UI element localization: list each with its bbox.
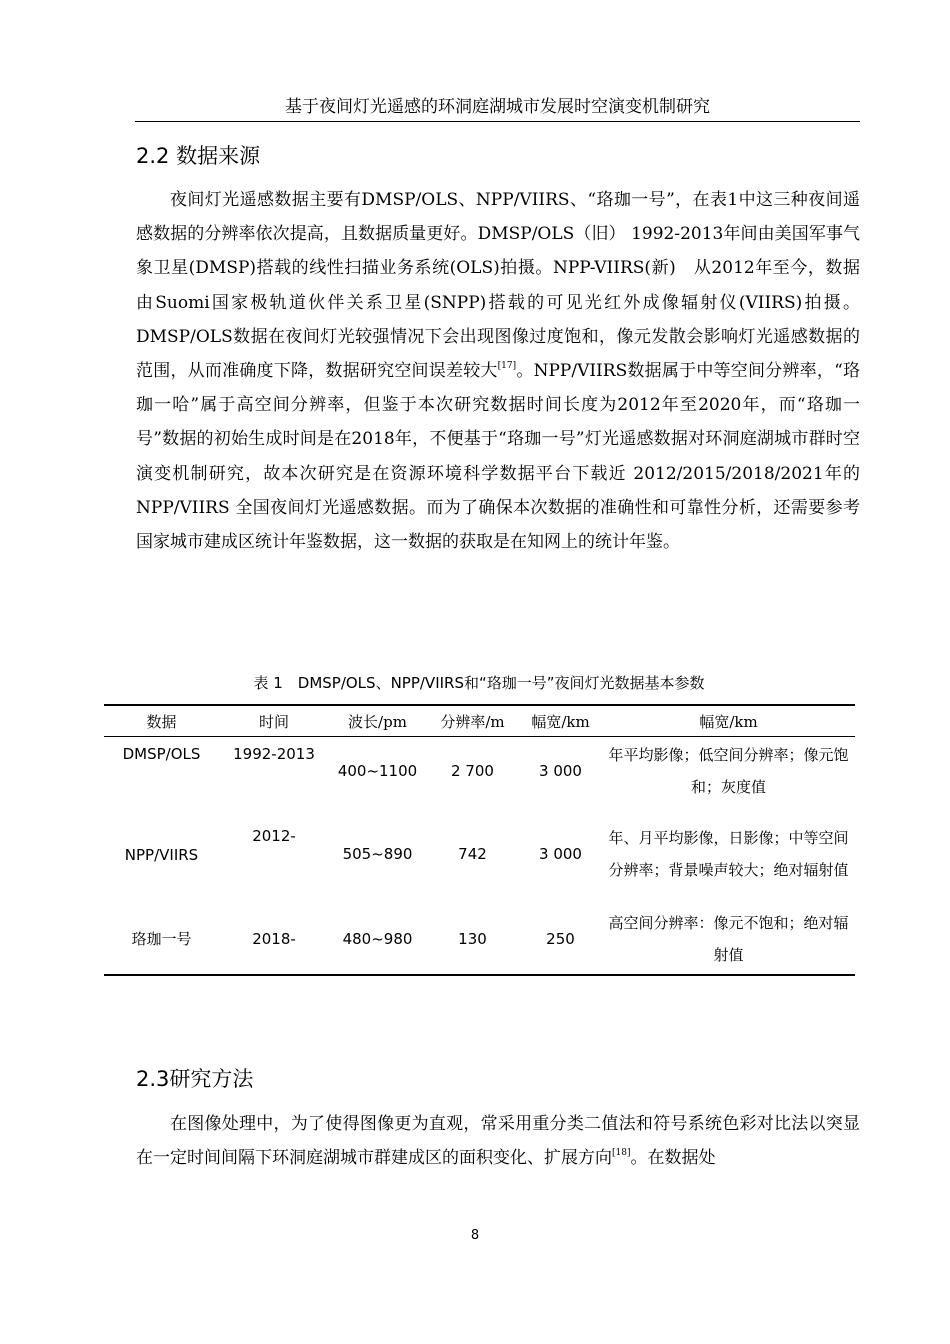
section-heading-2-3: 2.3研究方法 [136,1067,254,1091]
cell-swath: 3 000 [539,762,582,780]
cell-time: 2012- [252,827,296,845]
cell-resolution: 2 700 [451,762,494,780]
cell-wavelength: 480~980 [329,903,426,975]
data-source-text-2: 。NPP/VIIRS数据属于中等空间分辨率，“珞珈一哈”属于高空间分辨率，但鉴于本次研究数据时间长度为2012年至2020年，而“珞珈一号”数据的初始生成时间是在2018年，不便基于“珞珈一号”灯光遥感数据对环洞庭湖城市群时空演变机制研究，故本次研究是在资源环境科学数据平台下载近 2012/2015/2018/2021年的 NPP/VIIRS 全国夜间灯光遥感数据。而为了确保本次数据的准确性和可靠性分析，还需要参考国家城市建成区统计年鉴数据，这一数据的获取是在知网上的统计年鉴。 [136,361,861,553]
header-time: 时间 [219,705,329,737]
method-text-2: 。在数据处 [630,1148,716,1169]
table-row [104,737,855,806]
page-number: 8 [470,1228,480,1243]
method-text-1: 在图像处理中，为了使得图像更为直观，常采用重分类二值法和符号系统色彩对比法以突显在一定时间间隔下环洞庭湖城市群建成区的面积变化、扩展方向 [136,1114,860,1169]
cell-name: 珞珈一号 [104,903,219,975]
cell-resolution: 130 [426,903,519,975]
cell-time: 2018- [219,903,329,975]
cell-time: 1992-2013 [233,745,315,763]
cell-swath: 250 [519,903,602,975]
table-row [104,903,855,975]
cell-name: NPP/VIIRS [124,846,199,864]
header-swath: 幅宽/km [519,705,602,737]
header-resolution: 分辨率/m [426,705,519,737]
data-source-text-1: 夜间灯光遥感数据主要有DMSP/OLS、NPP/VIIRS、“珞珈一号”，在表1中这三种夜间遥感数据的分辨率依次提高，且数据质量更好。DMSP/OLS（旧） 1992-2013年间由美国军事气象卫星(DMSP)搭载的线性扫描业务系统(OLS)拍摄。NPP-VIIRS(新) 从2012年至今，数据由Suomi国家极轨道伙伴关系卫星(SNPP)搭载的可见光红外成像辐射仪(VIIRS)拍摄。DMSP/OLS数据在夜间灯光较强情况下会出现图像过度饱和，像元发散会影响灯光遥感数据的范围，从而准确度下降，数据研究空间误差较大 [136,190,860,382]
cell-swath: 3 000 [539,845,582,863]
research-method-paragraph [136,1107,860,1175]
cell-name: DMSP/OLS [122,745,201,763]
citation-17: [17] [497,361,517,372]
header-wavelength: 波长/pm [329,705,426,737]
cell-note: 年平均影像；低空间分辨率；像元饱和；灰度值 [608,746,849,796]
running-header: 基于夜间灯光遥感的环洞庭湖城市发展时空演变机制研究 [135,92,860,122]
table-caption: 表 1 DMSP/OLS、NPP/VIIRS和“珞珈一号”夜间灯光数据基本参数 [253,674,705,692]
header-data: 数据 [104,705,219,737]
cell-note: 高空间分辨率：像元不饱和；绝对辐射值 [602,903,855,975]
cell-wavelength: 505~890 [342,845,413,863]
header-swath-note: 幅宽/km [602,705,855,737]
cell-note: 年、月平均影像，日影像；中等空间分辨率；背景噪声较大；绝对辐射值 [608,829,849,879]
table-row [104,805,855,903]
citation-18: [18] [612,1148,631,1159]
cell-resolution: 742 [458,845,487,863]
data-source-paragraph [136,183,860,559]
section-heading-2-2: 2.2 数据来源 [136,144,261,168]
cell-wavelength: 400~1100 [337,762,418,780]
parameters-table [104,704,855,976]
